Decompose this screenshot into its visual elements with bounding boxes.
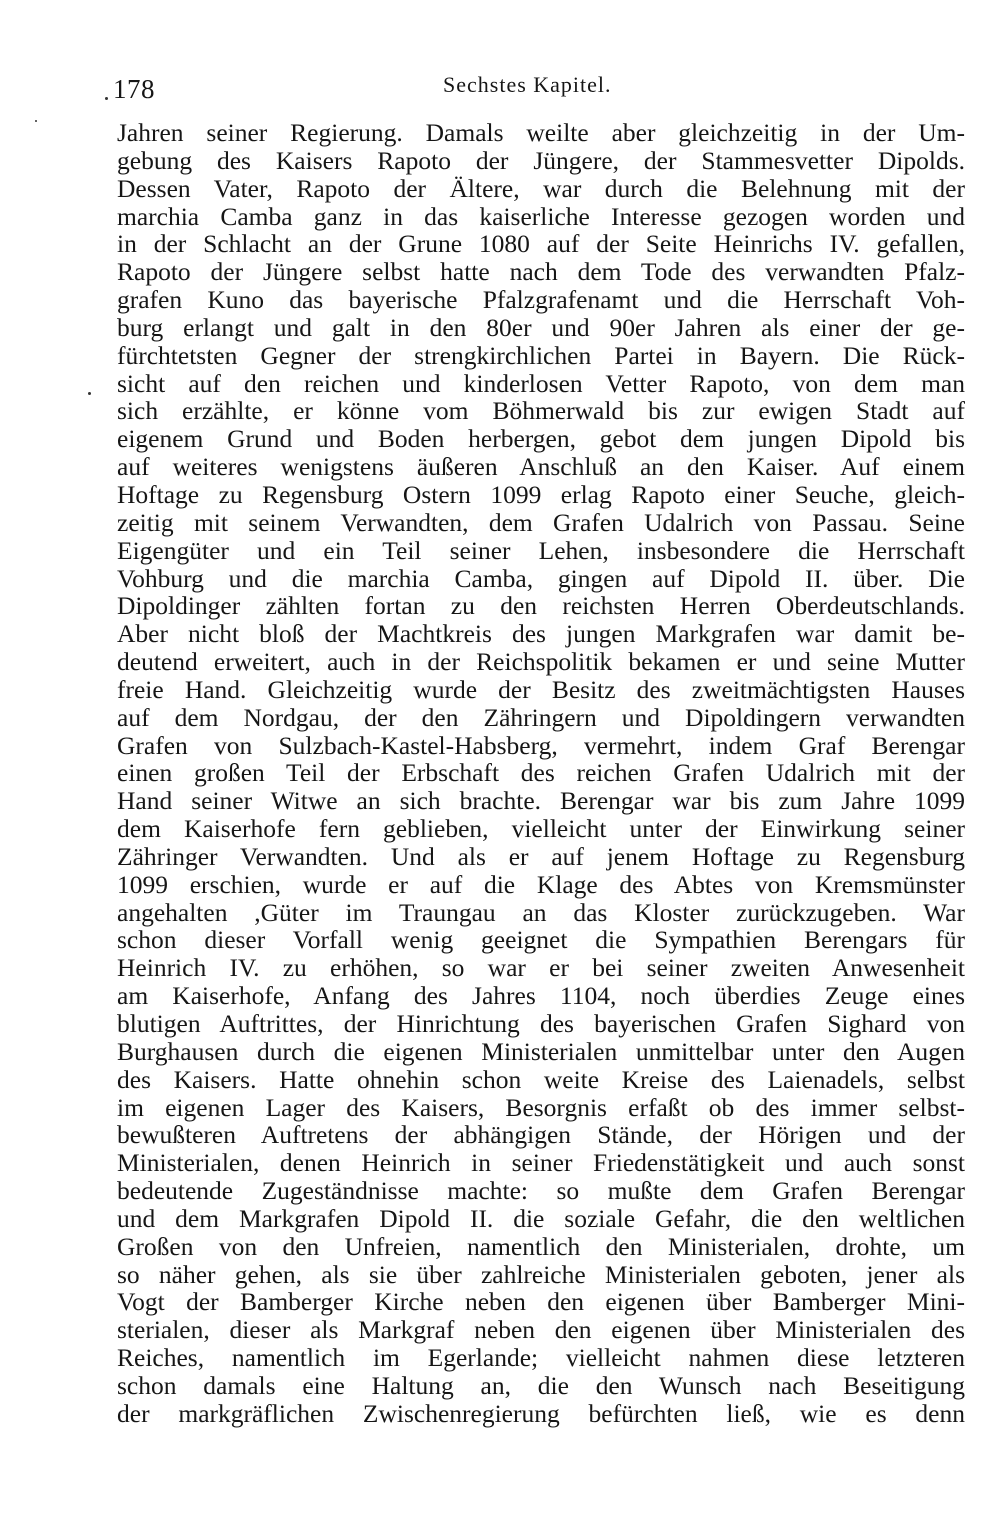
text-line: auf dem Nordgau, der den Zähringern und Dipoldingern verwandten: [117, 702, 965, 732]
text-line: Hoftage zu Regensburg Ostern 1099 erlag Rapoto einer Seuche, gleich-: [117, 479, 965, 509]
text-line: grafen Kuno das bayerische Pfalzgrafenamt und die Herrschaft Voh-: [117, 285, 965, 315]
text-line: am Kaiserhofe, Anfang des Jahres 1104, noch überdies Zeuge eines: [117, 981, 965, 1011]
text-line: eigenem Grund und Boden herbergen, gebot dem jungen Dipold bis: [117, 424, 965, 454]
text-line: sich erzählte, er könne vom Böhmerwald bis zur ewigen Stadt auf: [117, 396, 965, 426]
text-line: so näher gehen, als sie über zahlreiche Ministerialen geboten, jener als: [117, 1259, 965, 1289]
text-line: Burghausen durch die eigenen Ministerialen unmittelbar unter den Augen: [117, 1036, 965, 1066]
text-line: Grafen von Sulzbach-Kastel-Habsberg, vermehrt, indem Graf Berengar: [117, 730, 965, 760]
body-text: [117, 119, 965, 1428]
text-line: deutend erweitert, auch in der Reichspolitik bekamen er und seine Mutter: [117, 647, 965, 677]
text-line: Reiches, namentlich im Egerlande; vielleicht nahmen diese letzteren: [117, 1343, 965, 1373]
text-line: Dipoldinger zählten fortan zu den reichsten Herren Oberdeutschlands.: [117, 591, 965, 621]
text-line: zeitig mit seinem Verwandten, dem Grafen Udalrich von Passau. Seine: [117, 507, 965, 537]
text-line: sterialen, dieser als Markgraf neben den eigenen über Ministerialen des: [117, 1315, 965, 1345]
text-line: Hand seiner Witwe an sich brachte. Berengar war bis zum Jahre 1099: [117, 786, 965, 816]
text-line: in der Schlacht an der Grune 1080 auf der Seite Heinrichs IV. gefallen,: [117, 229, 965, 259]
text-line: Ministerialen, denen Heinrich in seiner Friedenstätigkeit und auch sonst: [117, 1148, 965, 1178]
text-line: schon dieser Vorfall wenig geeignet die Sympathien Berengars für: [117, 925, 965, 955]
text-line: burg erlangt und galt in den 80er und 90er Jahren als einer der ge-: [117, 312, 965, 342]
text-line: Zähringer Verwandten. Und als er auf jenem Hoftage zu Regensburg: [117, 841, 965, 871]
text-line: dem Kaiserhofe fern geblieben, vielleicht unter der Einwirkung seiner: [117, 814, 965, 844]
print-speck: [88, 392, 91, 395]
text-line: im eigenen Lager des Kaisers, Besorgnis erfaßt ob des immer selbst-: [117, 1092, 965, 1122]
text-line: marchia Camba ganz in das kaiserliche Interesse gezogen worden und: [117, 201, 965, 231]
text-line: bewußteren Auftretens der abhängigen Stände, der Hörigen und der: [117, 1120, 965, 1150]
text-line: Jahren seiner Regierung. Damals weilte aber gleichzeitig in der Um-: [117, 118, 965, 147]
text-line: fürchtetsten Gegner der strengkirchlichen Partei in Bayern. Die Rück-: [117, 340, 965, 370]
text-line: Dessen Vater, Rapoto der Ältere, war durch die Belehnung mit der: [117, 173, 965, 203]
page-number: 178: [113, 74, 155, 104]
text-line: auf weiteres wenigstens äußeren Anschluß an den Kaiser. Auf einem: [117, 452, 965, 482]
running-title: Sechstes Kapitel.: [443, 72, 612, 97]
print-speck: [105, 97, 108, 100]
text-line: schon damals eine Haltung an, die den Wunsch nach Beseitigung: [117, 1370, 965, 1400]
text-line: Rapoto der Jüngere selbst hatte nach dem Tode des verwandten Pfalz-: [117, 257, 965, 287]
text-line: Eigengüter und ein Teil seiner Lehen, insbesondere die Herrschaft: [117, 535, 965, 565]
text-line: blutigen Auftrittes, der Hinrichtung des bayerischen Grafen Sighard von: [117, 1009, 965, 1038]
text-line: freie Hand. Gleichzeitig wurde der Besitz des zweitmächtigsten Hauses: [117, 674, 965, 704]
text-line: 1099 erschien, wurde er auf die Klage des Abtes von Kremsmünster: [117, 869, 965, 899]
text-line: Vogt der Bamberger Kirche neben den eigenen über Bamberger Mini-: [117, 1287, 965, 1317]
text-line: einen großen Teil der Erbschaft des reichen Grafen Udalrich mit der: [117, 758, 965, 788]
print-speck: [35, 120, 37, 122]
text-line: Heinrich IV. zu erhöhen, so war er bei seiner zweiten Anwesenheit: [117, 953, 965, 983]
text-line: Aber nicht bloß der Machtkreis des jungen Markgrafen war damit be-: [117, 619, 965, 649]
text-line: und dem Markgrafen Dipold II. die soziale Gefahr, die den weltlichen: [117, 1203, 965, 1233]
text-line: angehalten ,Güter im Traungau an das Kloster zurückzugeben. War: [117, 897, 965, 927]
text-line: Großen von den Unfreien, namentlich den Ministerialen, drohte, um: [117, 1231, 965, 1261]
text-line: Vohburg und die marchia Camba, gingen auf Dipold II. über. Die: [117, 563, 965, 593]
text-line: sicht auf den reichen und kinderlosen Vetter Rapoto, von dem man: [117, 368, 965, 398]
text-line: der markgräflichen Zwischenregierung befürchten ließ, wie es denn: [117, 1398, 965, 1428]
text-line: bedeutende Zugeständnisse machte: so mußte dem Grafen Berengar: [117, 1176, 965, 1206]
text-line: gebung des Kaisers Rapoto der Jüngere, der Stammesvetter Dipolds.: [117, 145, 965, 175]
text-line: des Kaisers. Hatte ohnehin schon weite Kreise des Laienadels, selbst: [117, 1064, 965, 1094]
